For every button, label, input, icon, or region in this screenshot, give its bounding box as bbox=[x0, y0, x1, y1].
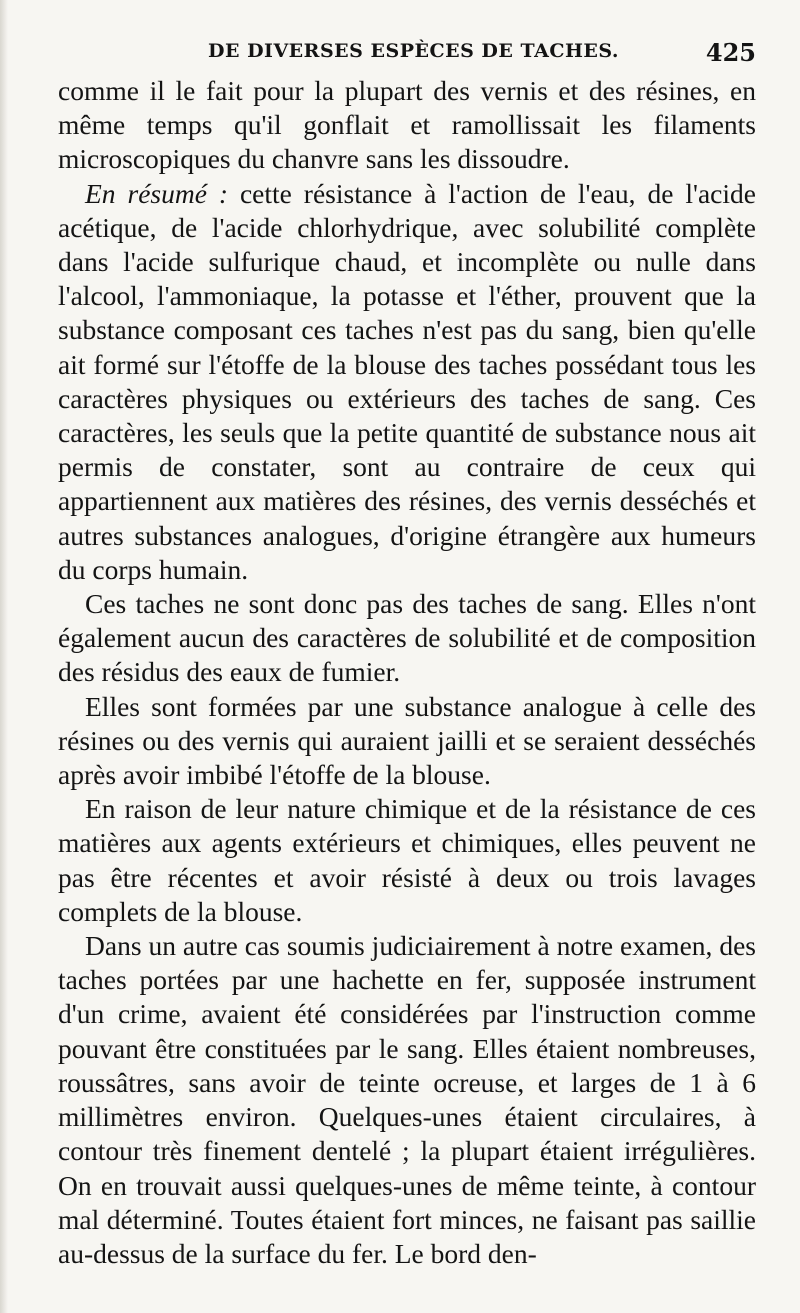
paragraph-5 bbox=[58, 792, 756, 929]
running-head: DE DIVERSES ESPÈCES DE TACHES. bbox=[208, 40, 620, 62]
paragraph-2 bbox=[58, 177, 756, 587]
paragraph-2-lead: En résumé : bbox=[85, 177, 229, 209]
paragraph-5-text: En raison de leur nature chimique et de la résistance de ces matières aux agents extérieurs et chimiques, elles peuvent ne pas être récentes et avoir résisté à deux ou trois lavages complets de la blouse. bbox=[58, 793, 756, 927]
paragraph-2-text: cette résistance à l'action de l'eau, de l'acide acétique, de l'acide chlorhydrique, avec solubilité complète dans l'acide sulfurique chaud, et incomplète ou nulle dans l'alcool, l'ammoniaque, la potasse et l'éther, prouvent que la substance composant ces taches n'est pas du sang, bien qu'elle ait formé sur l'étoffe de la blouse des taches possédant tous les caractères physiques ou extérieurs des taches de sang. Ces caractères, les seuls que la petite quantité de substance nous ait permis de constater, sont au contraire de ceux qui appartiennent aux matières des résines, des vernis desséchés et autres substances analogues, d'origine étrangère aux humeurs du corps humain. bbox=[58, 177, 756, 585]
paragraph-6 bbox=[58, 929, 756, 1271]
paragraph-3-text: Ces taches ne sont donc pas des taches de sang. Elles n'ont également aucun des caractères de solubilité et de composition des résidus des eaux de fumier. bbox=[58, 588, 756, 688]
page-number: 425 bbox=[705, 38, 756, 67]
paragraph-4-text: Elles sont formées par une substance analogue à celle des résines ou des vernis qui auraient jailli et se seraient desséchés après avoir imbibé l'étoffe de la blouse. bbox=[58, 690, 756, 791]
paragraph-6-text: Dans un autre cas soumis judiciairement à notre examen, des taches portées par une hachette en fer, supposée instrument d'un crime, avaient été considérées par l'instruction comme pouvant être constituées par le sang. Elles étaient nombreuses, roussâtres, sans avoir de teinte ocreuse, et larges de 1 à 6 millimètres environ. Quelques-unes étaient circulaires, à contour très finement dentelé ; la plupart étaient irrégulières. On en trouvait aussi quelques-unes de même teinte, à contour mal déterminé. Toutes étaient fort minces, ne faisant pas saillie au-dessus de la surface du fer. Le bord den- bbox=[58, 930, 756, 1269]
paragraph-4 bbox=[58, 690, 756, 793]
paragraph-3 bbox=[58, 587, 756, 690]
paragraph-1 bbox=[58, 74, 756, 177]
paragraph-1-text: comme il le fait pour la plupart des vernis et des résines, en même temps qu'il gonflait et ramollissait les filaments microscopiques du chanvre sans les dissoudre. bbox=[58, 75, 756, 175]
body-text bbox=[58, 74, 756, 1271]
page-header bbox=[58, 38, 756, 74]
